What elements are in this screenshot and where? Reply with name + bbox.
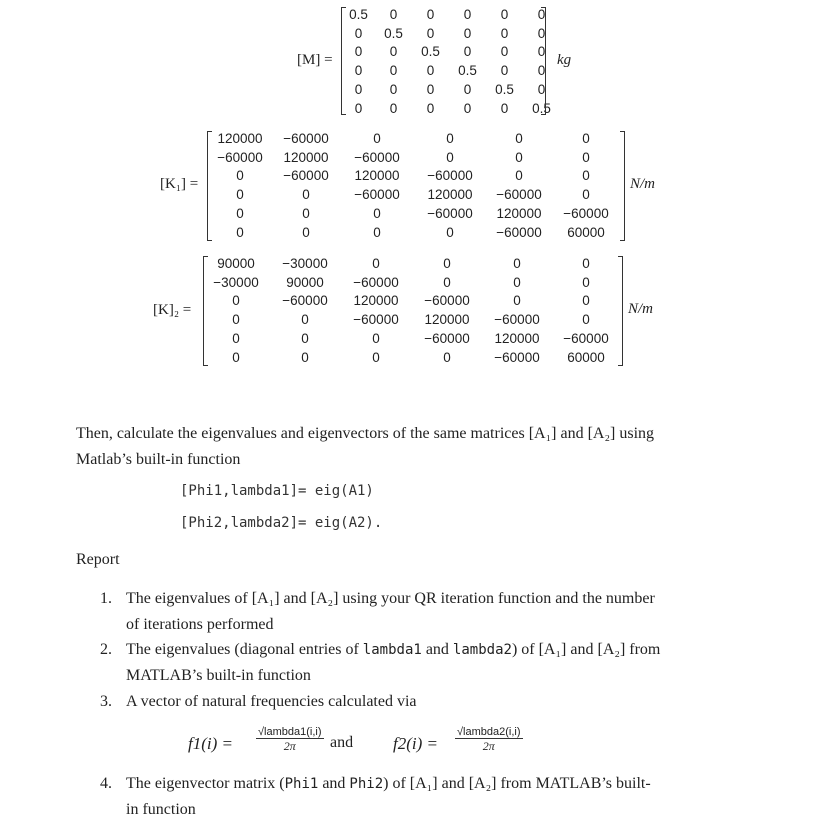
formula-f2-fraction — [455, 726, 523, 754]
matrix-m-right-bracket — [541, 7, 546, 115]
matrix-cell: 0 — [354, 63, 363, 79]
matrix-cell: −60000 — [427, 205, 473, 221]
matrix-cell: −60000 — [283, 168, 329, 184]
report-item-text: A vector of natural frequencies calculated via — [126, 693, 417, 710]
matrix-k1-unit: N/m — [630, 176, 656, 192]
matrix-m-grid — [342, 6, 560, 118]
matrix-cell: 0 — [443, 256, 451, 271]
matrix-cell: 0 — [232, 293, 240, 309]
matrix-cell: 90000 — [217, 256, 255, 271]
matrix-cell: 0 — [537, 44, 546, 60]
text-segment: The eigenvalues (diagonal entries of — [126, 641, 363, 658]
report-item-text-cont: in function — [126, 801, 196, 818]
matrix-cell: 0 — [443, 274, 451, 290]
matrix-cell: 0 — [515, 131, 523, 146]
matrix-k2-right-bracket — [618, 256, 623, 366]
matrix-cell: 120000 — [427, 187, 473, 203]
matrix-cell: 0 — [354, 100, 363, 116]
matrix-cell: 0 — [513, 256, 521, 271]
matrix-cell: −60000 — [353, 312, 399, 328]
matrix-cell: −60000 — [563, 330, 609, 346]
text-segment: The eigenvector matrix ( — [126, 775, 285, 792]
matrix-cell: 0 — [443, 349, 451, 365]
matrix-cell: 0 — [537, 7, 546, 22]
matrix-cell: 120000 — [424, 312, 470, 328]
code-line-2: [Phi2,lambda2]= eig(A2). — [180, 515, 383, 531]
code-term: lambda2 — [452, 642, 512, 658]
matrix-cell: −60000 — [496, 187, 542, 203]
matrix-m-unit: kg — [557, 52, 572, 68]
report-item-text — [126, 637, 750, 663]
matrix-cell: 0 — [373, 131, 381, 146]
matrix-cell: 0 — [426, 100, 435, 116]
matrix-cell: 0 — [372, 330, 380, 346]
formula-f1-denominator: 2π — [283, 739, 296, 753]
matrix-cell: 0 — [389, 100, 398, 116]
matrix-cell: 0 — [582, 312, 590, 328]
code-term: lambda1 — [362, 642, 422, 658]
matrix-cell: 0 — [500, 44, 509, 60]
matrix-cell: −60000 — [217, 149, 263, 165]
matrix-cell: 120000 — [354, 168, 400, 184]
report-title: Report — [76, 551, 120, 568]
matrix-cell: −60000 — [283, 131, 329, 146]
matrix-cell: 0 — [389, 63, 398, 79]
matrix-cell: 120000 — [494, 330, 540, 346]
matrix-cell: 0 — [446, 131, 454, 146]
matrix-cell: 0 — [426, 63, 435, 79]
formula-and: and — [330, 734, 354, 751]
report-item-text: The eigenvalues of [A₁] and [A₂] using your QR iteration function and the number — [126, 590, 655, 607]
text-segment: and — [318, 775, 350, 792]
report-item-4 — [100, 771, 750, 823]
matrix-cell: 0 — [301, 312, 309, 328]
matrix-cell: 120000 — [353, 293, 399, 309]
matrix-cell: 0 — [537, 81, 546, 97]
matrix-cell: 0 — [426, 25, 435, 41]
matrix-cell: 0 — [515, 168, 523, 184]
matrix-cell: −60000 — [282, 293, 328, 309]
matrix-cell: 0 — [537, 63, 546, 79]
matrix-k1-right-bracket — [620, 131, 625, 241]
matrix-cell: 0 — [582, 168, 590, 184]
matrix-cell: 0.5 — [384, 25, 403, 41]
report-item-3 — [100, 689, 750, 715]
intro-line-2: Matlab’s built-in function — [76, 451, 241, 468]
matrix-cell: 60000 — [567, 349, 605, 365]
matrix-cell: −60000 — [424, 330, 470, 346]
matrix-cell: 120000 — [217, 131, 263, 146]
matrix-cell: 0 — [236, 168, 244, 184]
matrix-cell: −60000 — [496, 224, 542, 240]
report-item-text — [126, 771, 750, 797]
matrix-cell: −60000 — [494, 349, 540, 365]
matrix-cell: 0 — [354, 25, 363, 41]
matrix-cell: −60000 — [427, 168, 473, 184]
matrix-cell: 0 — [500, 100, 509, 116]
matrix-k1-grid — [207, 130, 619, 242]
matrix-cell: 0 — [463, 44, 472, 60]
matrix-cell: 0 — [500, 25, 509, 41]
matrix-cell: 60000 — [567, 224, 605, 240]
matrix-cell: 0 — [302, 187, 310, 203]
matrix-cell: 0 — [463, 100, 472, 116]
matrix-cell: 0 — [389, 7, 398, 22]
matrix-cell: 0.5 — [421, 44, 440, 60]
matrix-cell: 0 — [500, 7, 509, 22]
matrix-cell: 0 — [446, 149, 454, 165]
matrix-cell: 0 — [426, 7, 435, 22]
matrix-cell: −60000 — [563, 205, 609, 221]
matrix-k2-label: [K]₂ = — [153, 302, 192, 318]
matrix-cell: −60000 — [354, 187, 400, 203]
report-item-2 — [100, 637, 750, 689]
report-item-number: 4. — [100, 775, 112, 792]
formula-f1-fraction — [256, 726, 324, 754]
matrix-cell: 90000 — [286, 274, 324, 290]
report-item-number: 3. — [100, 693, 112, 710]
matrix-cell: 0 — [232, 312, 240, 328]
matrix-cell: 0 — [426, 81, 435, 97]
matrix-cell: 0 — [537, 25, 546, 41]
matrix-cell: 0 — [582, 149, 590, 165]
matrix-cell: 0 — [302, 224, 310, 240]
matrix-cell: 0 — [446, 224, 454, 240]
matrix-cell: 0 — [301, 330, 309, 346]
formula-f1-lhs: f1(i) = — [188, 734, 233, 753]
formula-f2-numerator: √lambda2(i,i) — [457, 726, 521, 738]
matrix-cell: 0 — [354, 44, 363, 60]
matrix-k1-label: [K₁] = — [160, 176, 199, 192]
matrix-cell: −60000 — [494, 312, 540, 328]
intro-line-1: Then, calculate the eigenvalues and eigenvectors of the same matrices [A₁] and [A₂] using — [76, 425, 655, 442]
matrix-cell: −30000 — [282, 256, 328, 271]
matrix-k2-unit: N/m — [628, 301, 654, 317]
code-term: Phi2 — [349, 776, 384, 792]
matrix-cell: 0 — [232, 330, 240, 346]
code-term: Phi1 — [284, 776, 319, 792]
text-segment: ) of [A₁] and [A₂] from — [511, 641, 661, 658]
report-item-1 — [100, 586, 750, 638]
matrix-cell: 0 — [500, 63, 509, 79]
matrix-cell: −30000 — [213, 274, 259, 290]
matrix-cell: 0.5 — [532, 100, 551, 116]
matrix-cell: 0 — [582, 131, 590, 146]
matrix-cell: 0.5 — [495, 81, 514, 97]
matrix-cell: 0 — [236, 224, 244, 240]
matrix-cell: 0 — [582, 256, 590, 271]
matrix-cell: 0 — [463, 81, 472, 97]
matrix-cell: 0 — [389, 81, 398, 97]
matrix-cell: 0 — [236, 187, 244, 203]
matrix-cell: 0 — [301, 349, 309, 365]
matrix-cell: 0 — [372, 256, 380, 271]
matrix-cell: 0 — [513, 274, 521, 290]
matrix-cell: 0 — [513, 293, 521, 309]
matrix-k2-grid — [203, 255, 621, 367]
matrix-cell: 0 — [354, 81, 363, 97]
matrix-cell: −60000 — [353, 274, 399, 290]
matrix-cell: 0 — [236, 205, 244, 221]
formula-f2-lhs: f2(i) = — [393, 734, 438, 753]
report-item-number: 2. — [100, 641, 112, 658]
code-line-1: [Phi1,lambda1]= eig(A1) — [180, 483, 374, 499]
report-item-text-cont: MATLAB’s built-in function — [126, 667, 311, 684]
matrix-cell: 0 — [582, 293, 590, 309]
matrix-cell: 0.5 — [458, 63, 477, 79]
report-item-number: 1. — [100, 590, 112, 607]
matrix-cell: 0 — [389, 44, 398, 60]
formula-f2-denominator: 2π — [482, 739, 495, 753]
matrix-cell: 0 — [582, 274, 590, 290]
matrix-m-label: [M] = — [297, 52, 333, 68]
matrix-cell: 0 — [232, 349, 240, 365]
matrix-cell: −60000 — [354, 149, 400, 165]
matrix-cell: 0 — [463, 7, 472, 22]
matrix-cell: 120000 — [496, 205, 542, 221]
matrix-cell: −60000 — [424, 293, 470, 309]
matrix-cell: 0.5 — [349, 7, 368, 22]
matrix-cell: 0 — [463, 25, 472, 41]
formula-f1-numerator: √lambda1(i,i) — [258, 726, 322, 738]
report-item-text-cont: of iterations performed — [126, 616, 274, 633]
matrix-cell: 0 — [515, 149, 523, 165]
intro-paragraph — [76, 421, 746, 473]
text-segment: ) of [A₁] and [A₂] from MATLAB’s built- — [383, 775, 651, 792]
matrix-cell: 120000 — [283, 149, 329, 165]
text-segment: and — [421, 641, 453, 658]
matrix-cell: 0 — [372, 349, 380, 365]
matrix-cell: 0 — [373, 205, 381, 221]
matrix-cell: 0 — [373, 224, 381, 240]
matrix-cell: 0 — [302, 205, 310, 221]
matrix-cell: 0 — [582, 187, 590, 203]
